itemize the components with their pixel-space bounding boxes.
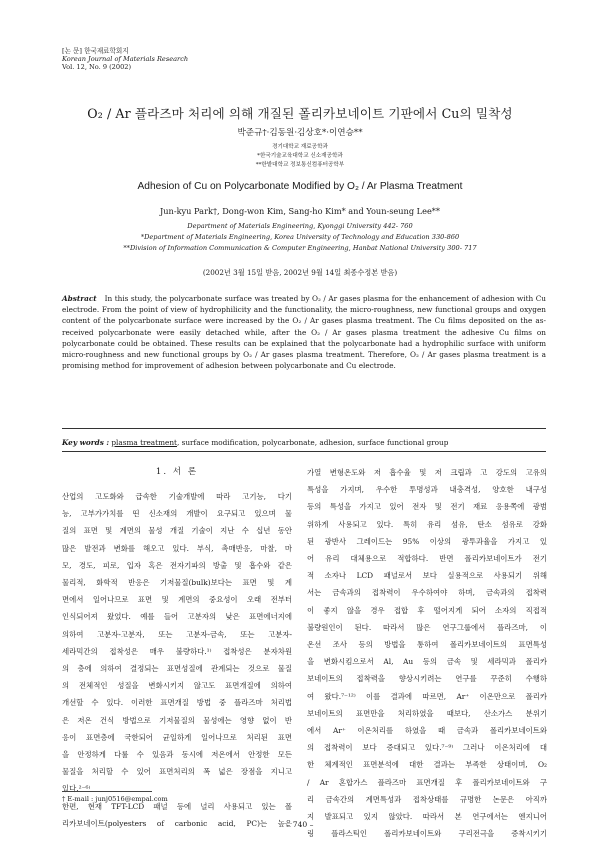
text-line: / Ar 혼합가스 플라즈마 표면개질 후 폴리카보네이트와 구 — [307, 777, 547, 787]
text-line: 세라믹간의 접착성은 매우 불량하다.¹⁾ 접착성은 분자차원 — [62, 646, 292, 656]
text-line: 한편, 현재 TFT-LCD 패널 등에 널리 사용되고 있는 폴 — [62, 801, 292, 811]
affiliation-korean-3: **한밭대학교 정보통신컴퓨터공학부 — [255, 162, 345, 168]
body-right-column — [307, 464, 547, 842]
text-line: 여 왔다.⁷⁻¹²⁾ 이를 결과에 따르면, Ar⁺ 이온만으로 폴리카 — [307, 691, 547, 701]
abstract-text: In this study, the polycarbonate surface was treated by O₂ / Ar gases plasma for the enhancement of adhesion with Cu electrode. From the point of view of hydrophilicity and the functionality, the micro-roughness, new functional groups and oxygen content of the polycarbonate surface were increased by the O₂ / Ar gases plasma treatment. The Cu films deposited on the as-received polycarbonate were easily detached while, after the O₂ / Ar gases plasma treatment the adhesive Cu films on polycarbonate could be obtained. These results can be explained that the polycarbonate had a hydrophilic surface with uniform micro-roughness and new functional groups by O₂ / Ar gases plasma treatment. Therefore, O₂ / Ar gases plasma treatment is a promising method for improvement of adhesion between polycarbonate and Cu electrode. — [62, 294, 546, 371]
text-line: 의 전체적인 성질을 변화시키지 않고도 표면개질에 의하여 — [62, 681, 292, 691]
keyword-first: plasma treatment — [111, 438, 177, 447]
text-line: 의하여 고분자-고분자, 또는 고분자-금속, 또는 고분자- — [62, 629, 292, 639]
text-line: 개선할 수 있다. 이러한 표면개질 방법 중 플라즈마 처리법 — [62, 698, 292, 708]
journal-header-line1: [논 문] 한국재료학회지 — [62, 47, 129, 55]
text-line: 어 유리 대체용으로 적합하다. 반면 폴리카보네이트가 전기 — [307, 554, 547, 564]
text-line: 보네이트의 표면만을 처리하였을 때보다, 산소가스 분위기 — [307, 708, 547, 718]
text-line: 을 안정하게 다룰 수 있음과 동시에 저온에서 안정한 모든 — [62, 750, 292, 760]
journal-header — [62, 47, 188, 72]
keywords — [62, 438, 448, 447]
text-line: 불량원인이 된다. 따라서 많은 연구그룹에서 플라즈마, 이 — [307, 622, 547, 632]
text-line: 모, 경도, 피로, 입자 혹은 전자기파의 방출 및 흡수와 같은 — [62, 560, 292, 570]
affiliation-english-3: **Division of Information Communication & Computer Engineering, Hanbat National University 300- 717 — [123, 244, 477, 252]
text-line: 적 소자나 LCD 패널로서 보다 실용적으로 사용되기 위해 — [307, 571, 547, 581]
affiliation-korean-2: *한국기술교육대학교 신소재공학과 — [257, 153, 343, 159]
footnote-divider — [62, 791, 152, 792]
text-line: 능, 고부가가치를 띤 신소재의 개발이 요구되고 있으며 물 — [62, 509, 292, 519]
text-line: 물질을 처리할 수 있어 표면처리의 폭 넓은 장점을 지니고 — [62, 767, 292, 777]
paper-title-english: Adhesion of Cu on Polycarbonate Modified by O₂ / Ar Plasma Treatment — [137, 181, 463, 192]
page-number: – 740 – — [286, 820, 314, 829]
paper-title-korean: O₂ / Ar 플라즈마 처리에 의해 개질된 폴리카보네이트 기판에서 Cu의 밀착성 — [87, 106, 513, 121]
authors-korean: 박준규†·김동원·김상호*·이연승** — [237, 128, 363, 138]
text-line: 위하게 사용되고 있다. 특히 유리 섬유, 탄소 섬유로 강화 — [307, 519, 547, 529]
abstract-label: Abstract — [62, 294, 97, 303]
abstract — [62, 293, 546, 371]
text-line: 온선 조사 등의 방법을 통하여 폴리카보네이트의 표면특성 — [307, 640, 547, 650]
text-line: 서는 금속과의 접착력이 우수하여야 하며, 금속과의 접착력 — [307, 588, 547, 598]
body-left-column — [62, 488, 292, 832]
text-line: 의 층에 의하여 결정되는 표면성질에 관계되는 것으로 물질 — [62, 664, 292, 674]
text-line: 은 저온 건식 방법으로 기저물질의 물성에는 영향 없이 반 — [62, 715, 292, 725]
affiliation-korean-1: 경기대학교 재료공학과 — [272, 144, 328, 150]
text-line: 지 발표되고 있지 않았다. 따라서 본 연구에서는 엔지니어 — [307, 812, 547, 822]
footnote-email: † E-mail : junj0516@empal.com — [62, 795, 168, 803]
text-line: 물리적, 화학적 반응은 기저물질(bulk)보다는 표면 및 계 — [62, 578, 292, 588]
abstract-divider — [62, 428, 546, 429]
keywords-rest: , surface modification, polycarbonate, adhesion, surface functional group — [176, 438, 449, 447]
text-line: 이 좋지 않을 경우 접합 후 떨어지게 되어 소자의 직접적 — [307, 605, 547, 615]
received-dates: (2002년 3월 15일 받음, 2002년 9월 14일 최종수정본 받음) — [202, 268, 398, 277]
text-line: 보네이트의 접착력을 향상시키려는 연구를 꾸준히 수행하 — [307, 674, 547, 684]
affiliation-english-1: Department of Materials Engineering, Kyonggi University 442- 760 — [187, 222, 413, 230]
text-line: 등의 특성을 가지고 있어 전자 및 전기 재료 응용쪽에 광범 — [307, 502, 547, 512]
text-line: 질의 표면 및 계면의 물성 개질 기술이 지난 수 십년 동안 — [62, 526, 292, 536]
authors-english: Jun-kyu Park†, Dong-won Kim, Sang-ho Kim* and Youn-seung Lee** — [159, 206, 440, 216]
text-line: 인식되어져 왔었다. 예를 들어 고분자의 낮은 표면에너지에 — [62, 612, 292, 622]
journal-header-line3: Vol. 12, No. 9 (2002) — [62, 63, 132, 72]
text-line: 링 플라스틱인 폴리카보네이트와 구리전극을 증착시키기 — [307, 829, 547, 839]
text-line: 을 변화시킴으로서 Al, Au 등의 금속 및 세라믹과 폴리카 — [307, 657, 547, 667]
journal-header-line2: Korean Journal of Materials Research — [62, 55, 189, 64]
text-line: 리카보네이트(polyesters of carbonic acid, PC)는 높은 — [62, 818, 292, 828]
text-line: 의 접착력이 보다 증대되고 있다.⁷⁻⁹⁾ 그러나 이온처리에 대 — [307, 743, 547, 753]
text-line: 된 광반사 그레이드는 95% 이상의 광투과율을 가지고 있 — [307, 536, 547, 546]
text-line: 리 금속간의 계면특성과 접착상태를 규명한 논문은 아직까 — [307, 794, 547, 804]
text-line: 가열 변형온도와 저 흡수율 및 저 크립과 고 강도의 고유의 — [307, 468, 547, 477]
keywords-divider — [62, 451, 546, 452]
affiliation-english-2: *Department of Materials Engineering, Korea University of Technology and Education 330-860 — [140, 233, 460, 241]
section-title: 1. 서 론 — [155, 467, 199, 477]
text-line: 응이 표면층에 국한되어 균일하게 일어나므로 처리된 표면 — [62, 732, 292, 742]
text-line: 산업의 고도화와 급속한 기술개발에 따라 고기능, 다기 — [62, 492, 292, 501]
keywords-label: Key words : — [62, 438, 110, 447]
text-line: 특성을 가지며, 우수한 투명성과 내충격성, 양호한 내구성 — [307, 485, 547, 495]
text-line: 한 체계적인 표면분석에 대한 결과는 부족한 상태이며, O₂ — [307, 760, 547, 770]
text-line: 많은 발전과 변화를 해오고 있다. 부식, 촉매반응, 마찰, 마 — [62, 543, 292, 553]
text-line: 면에서 일어나므로 표면 및 계면의 중요성이 오래 전부터 — [62, 595, 292, 605]
text-line: 에서 Ar⁺ 이온처리를 하였을 때 금속과 폴리카보네이트와 — [307, 726, 547, 736]
text-line: 있다.²⁻⁶⁾ — [62, 784, 91, 794]
